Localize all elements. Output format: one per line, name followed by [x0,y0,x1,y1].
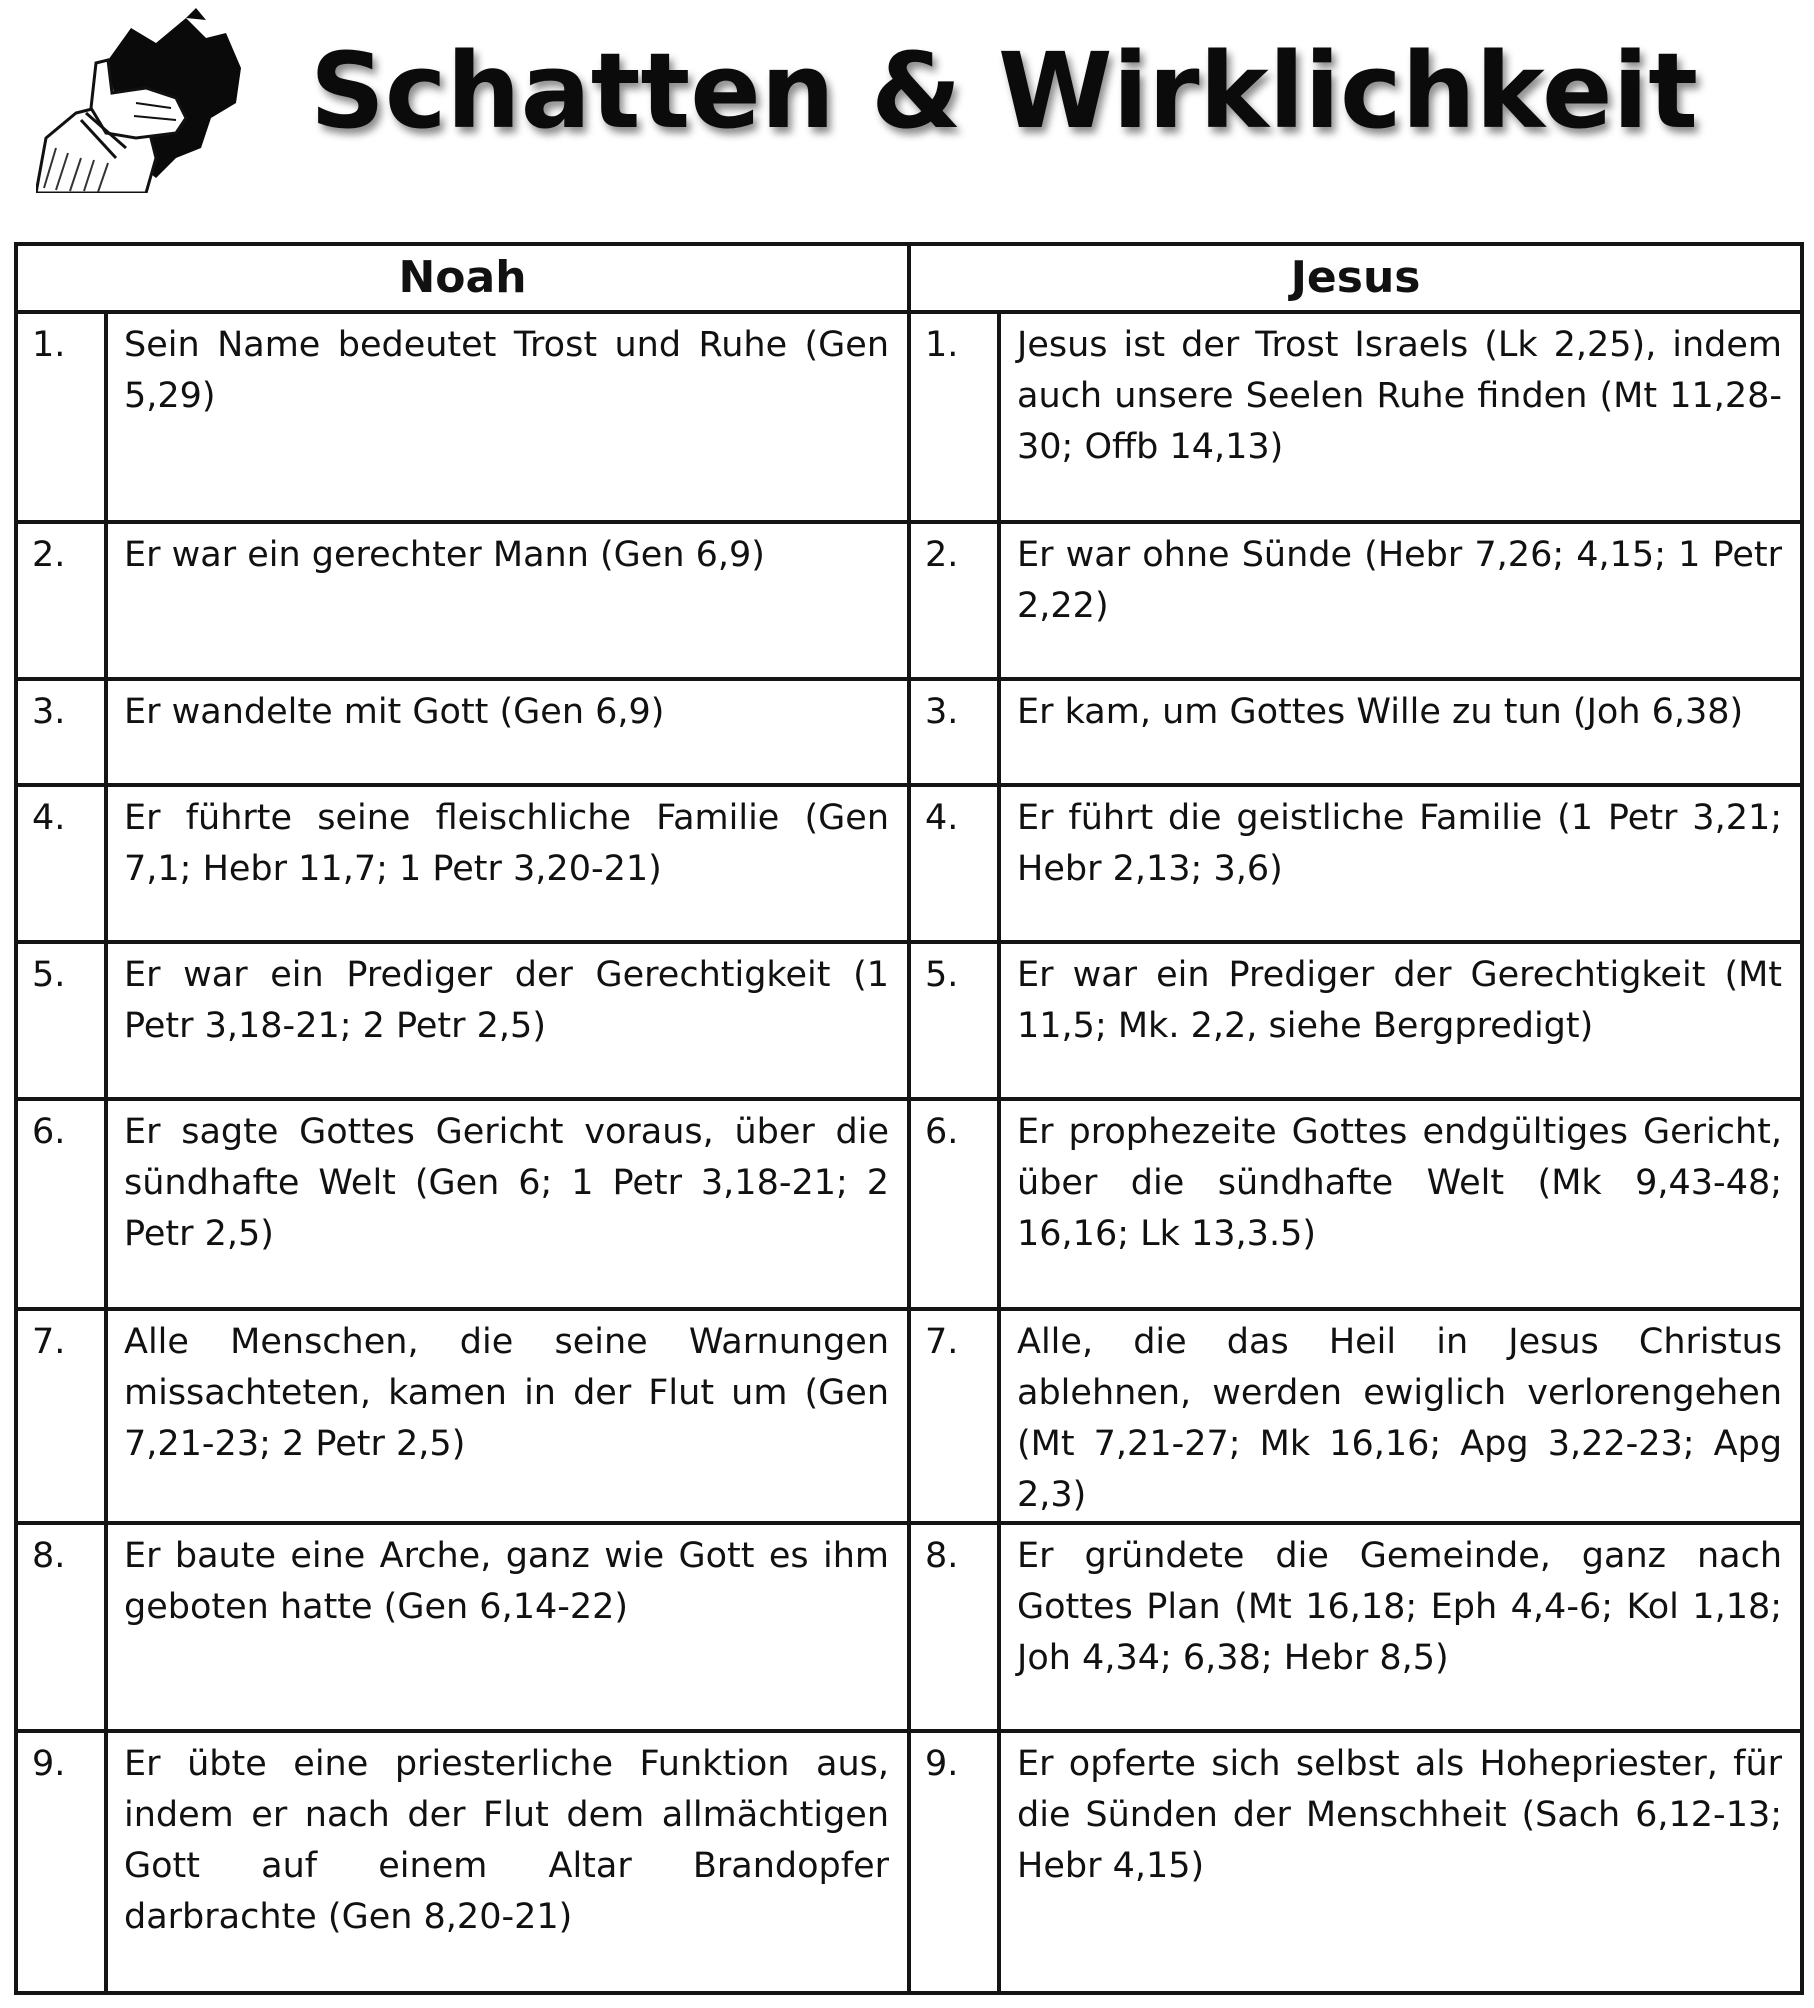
hand-shadow-puppet-icon [36,8,256,193]
jesus-cell: Er prophezeite Gottes endgültiges Gericht, über die sündhafte Welt (Mk 9,43-48; 16,16; Lk 13,3.5) [999,1099,1802,1309]
row-number-jesus: 5. [909,942,999,1099]
jesus-cell: Er war ein Prediger der Gerechtigkeit (Mt 11,5; Mk. 2,2, siehe Bergpredigt) [999,942,1802,1099]
column-header-jesus: Jesus [909,244,1802,312]
noah-cell: Er baute eine Arche, ganz wie Gott es ihm geboten hatte (Gen 6,14-22) [106,1523,909,1731]
jesus-cell: Er gründete die Gemeinde, ganz nach Gottes Plan (Mt 16,18; Eph 4,4-6; Kol 1,18; Joh 4,34; 6,38; Hebr 8,5) [999,1523,1802,1731]
row-number-jesus: 8. [909,1523,999,1731]
page-header [0,0,1814,215]
row-number-jesus: 9. [909,1731,999,1993]
table-row [16,1523,1802,1731]
row-number-noah: 3. [16,679,106,785]
row-number-noah: 5. [16,942,106,1099]
noah-cell: Er sagte Gottes Gericht voraus, über die sündhafte Welt (Gen 6; 1 Petr 3,18-21; 2 Petr 2,5) [106,1099,909,1309]
table-row [16,1099,1802,1309]
row-number-jesus: 4. [909,785,999,942]
page-title: Schatten & Wirklichkeit [310,30,1698,152]
row-number-noah: 4. [16,785,106,942]
table-row [16,785,1802,942]
row-number-noah: 7. [16,1309,106,1523]
table-header-row [16,244,1802,312]
row-number-noah: 2. [16,522,106,679]
table-row [16,1731,1802,1993]
comparison-table [14,242,1804,1995]
row-number-jesus: 1. [909,312,999,522]
jesus-cell: Alle, die das Heil in Jesus Christus ablehnen, werden ewiglich verlorengehen (Mt 7,21-27; Mk 16,16; Apg 3,22-23; Apg 2,3) [999,1309,1802,1523]
jesus-cell: Jesus ist der Trost Israels (Lk 2,25), indem auch unsere Seelen Ruhe finden (Mt 11,28-30; Offb 14,13) [999,312,1802,522]
row-number-noah: 8. [16,1523,106,1731]
noah-cell: Er war ein gerechter Mann (Gen 6,9) [106,522,909,679]
noah-cell: Er übte eine priesterliche Funktion aus, indem er nach der Flut dem allmächtigen Gott auf einem Altar Brandopfer darbrachte (Gen 8,20-21) [106,1731,909,1993]
noah-cell: Er wandelte mit Gott (Gen 6,9) [106,679,909,785]
row-number-jesus: 3. [909,679,999,785]
row-number-noah: 9. [16,1731,106,1993]
jesus-cell: Er opferte sich selbst als Hohepriester, für die Sünden der Menschheit (Sach 6,12-13; Hebr 4,15) [999,1731,1802,1993]
jesus-cell: Er führt die geistliche Familie (1 Petr 3,21; Hebr 2,13; 3,6) [999,785,1802,942]
noah-cell: Sein Name bedeutet Trost und Ruhe (Gen 5,29) [106,312,909,522]
table-row [16,522,1802,679]
row-number-jesus: 2. [909,522,999,679]
row-number-noah: 6. [16,1099,106,1309]
noah-cell: Er war ein Prediger der Gerechtigkeit (1 Petr 3,18-21; 2 Petr 2,5) [106,942,909,1099]
noah-cell: Alle Menschen, die seine Warnungen missachteten, kamen in der Flut um (Gen 7,21-23; 2 Petr 2,5) [106,1309,909,1523]
row-number-jesus: 7. [909,1309,999,1523]
row-number-jesus: 6. [909,1099,999,1309]
jesus-cell: Er kam, um Gottes Wille zu tun (Joh 6,38) [999,679,1802,785]
table-row [16,1309,1802,1523]
table-row [16,679,1802,785]
table-row [16,942,1802,1099]
row-number-noah: 1. [16,312,106,522]
column-header-noah: Noah [16,244,909,312]
noah-cell: Er führte seine fleischliche Familie (Gen 7,1; Hebr 11,7; 1 Petr 3,20-21) [106,785,909,942]
table-row [16,312,1802,522]
jesus-cell: Er war ohne Sünde (Hebr 7,26; 4,15; 1 Petr 2,22) [999,522,1802,679]
